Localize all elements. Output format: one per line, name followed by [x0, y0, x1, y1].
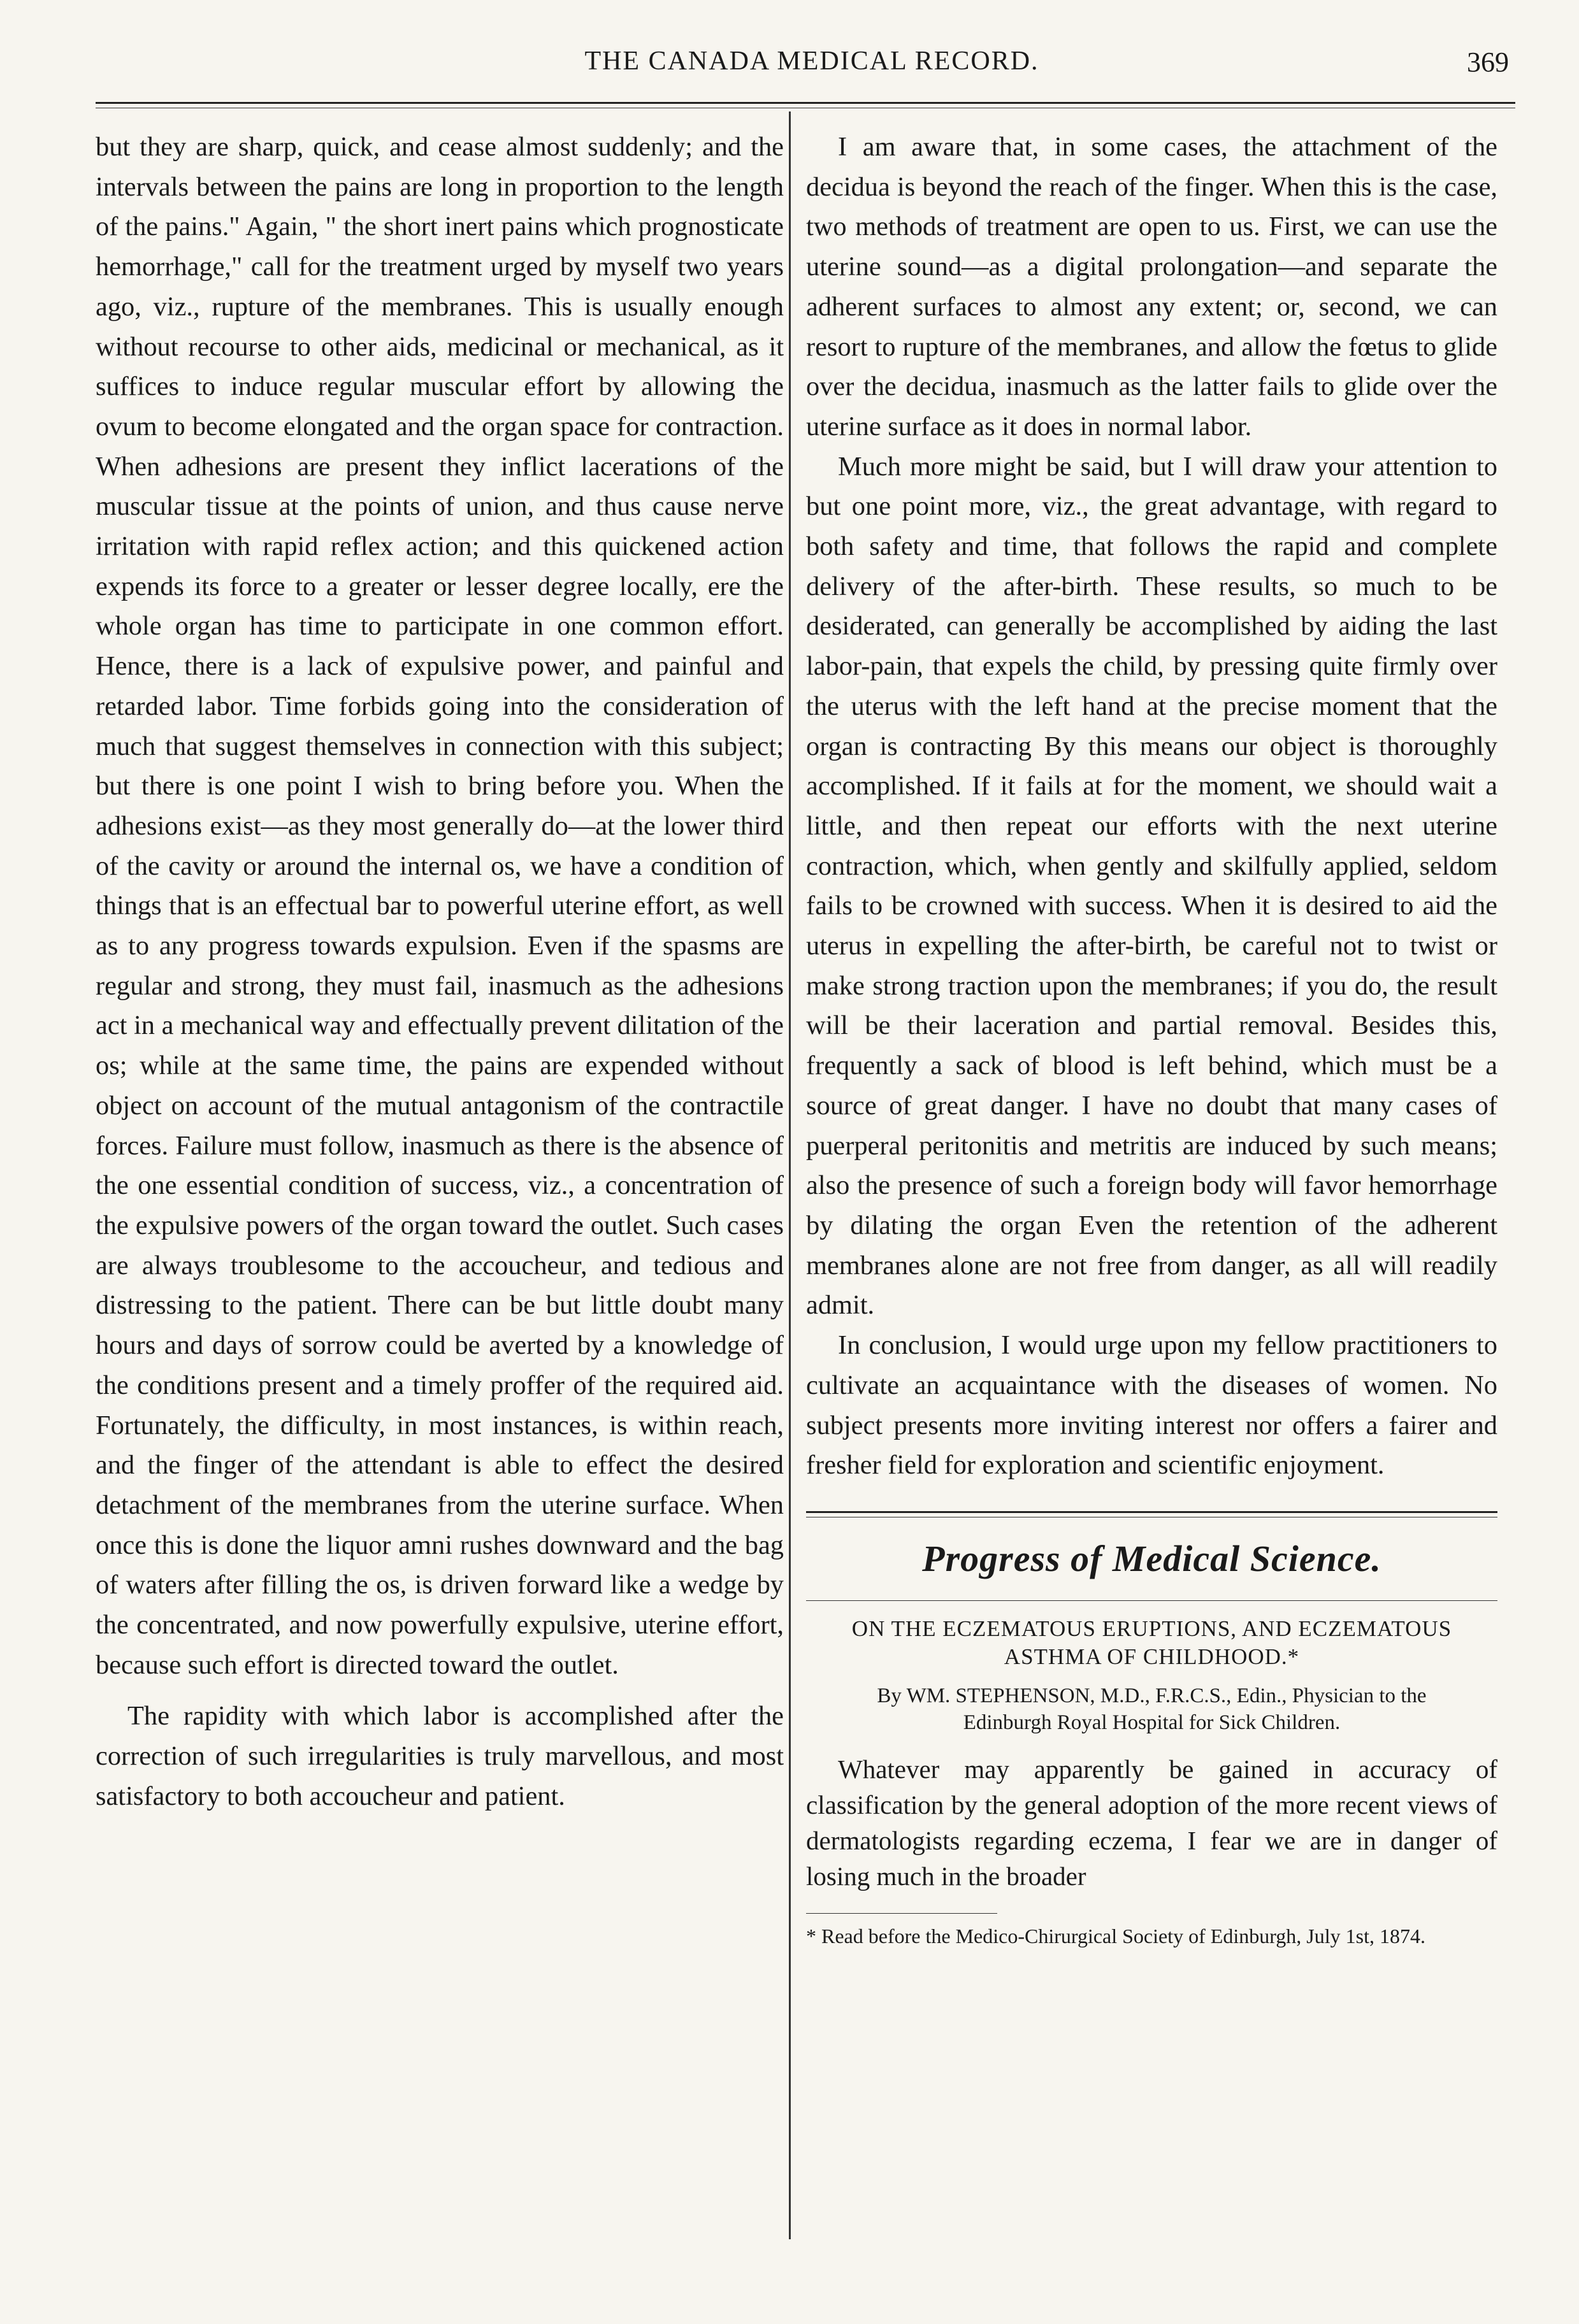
section-rule [806, 1511, 1497, 1513]
left-paragraph-2: The rapidity with which labor is accomplished after the correction of such irregularities is truly marvellous, and most satisfactory to both accoucheur and patient. [96, 1701, 784, 1811]
right-paragraph-1: I am aware that, in some cases, the attachment of the decidua is beyond the reach of the finger. When this is the case, two methods of treatment are open to us. First, we can use the uterine sound—as a digital prolongation—and separate the adherent surfaces to almost any extent; or, second, we can resort to rupture of the membranes, and allow the fœtus to glide over the decidua, inasmuch as the latter fails to glide over the uterine surface as it does in normal labor. [806, 132, 1497, 441]
footnote: * Read before the Medico-Chirurgical Society of Edinburgh, July 1st, 1874. [806, 1924, 1425, 1947]
running-head [96, 46, 1528, 90]
left-paragraph-1: but they are sharp, quick, and cease almost suddenly; and the intervals between the pains are long in proportion to the length of the pains." Again, " the short inert pains which prognosticate hemorrhage," call for the treatment urged by myself two years ago, viz., rupture of the membranes. This is usually enough without recourse to other aids, medicinal or mechanical, as it suffices to induce regular muscular effort by allowing the ovum to become elongated and the organ space for contraction. When adhesions are present they inflict lacerations of the muscular tissue at the points of union, and thus cause nerve irritation with rapid reflex action; and this quickened action expends its force to a greater or lesser degree locally, ere the whole organ has time to participate in one common effort. Hence, there is a lack of expulsive power, and painful and retarded labor. Time forbids going into the consideration of much that suggest themselves in connection with this subject; but there is one point I wish to bring before you. When the adhesions exist—as they most generally do—at the lower third of the cavity or around the internal os, we have a condition of things that is an effectual bar to powerful uterine effort, as well as to any progress towards expulsion. Even if the spasms are regular and strong, they must fail, inasmuch as the adhesions act in a mechanical way and effectually prevent dilitation of the os; while at the same time, the pains are expended without object on account of the mutual antagonism of the contractile forces. Failure must follow, inasmuch as there is the absence of the one essential condition of success, viz., a concentration of the expulsive powers of the organ toward the outlet. Such cases are always troublesome to the accoucheur, and tedious and distressing to the patient. There can be but little doubt many hours and days of sorrow could be averted by a knowledge of the conditions present and a timely proffer of the required aid. Fortunately, the difficulty, in most instances, is within reach, and the finger of the attendant is able to effect the desired detachment of the membranes from the uterine surface. When once this is done the liquor amni rushes downward and the bag of waters after filling the os, is driven forward like a wedge by the concentrated, and now powerfully expulsive, uterine effort, because such effort is directed toward the outlet. [96, 132, 784, 1680]
right-paragraph-2: Much more might be said, but I will draw your attention to but one point more, viz., the great advantage, with regard to both safety and time, that follows the rapid and complete delivery of the after-birth. These results, so much to be desiderated, can generally be accomplished by aiding the last labor-pain, that expels the child, by pressing quite firmly over the uterus with the left hand at the precise moment that the organ is contracting By this means our object is thoroughly accomplished. If it fails at for the moment, we should wait a little, and then repeat our efforts with the next uterine contraction, which, when gently and skilfully applied, seldom fails to be crowned with success. When it is desired to aid the uterus in expelling the after-birth, be careful not to twist or make strong traction upon the membranes; if you do, the result will be their laceration and partial removal. Besides this, frequently a sack of blood is left behind, which must be a source of great danger. I have no doubt that many cases of puerperal peritonitis and metritis are induced by such means; also the presence of such a foreign body will favor hemorrhage by dilating the organ Even the retention of the adherent membranes alone are not free from danger, as all will readily admit. [806, 451, 1497, 1321]
header-rule [96, 102, 1515, 108]
article-title: ON THE ECZEMATOUS ERUPTIONS, AND ECZEMATOUS ASTHMA OF CHILDHOOD.* [851, 1616, 1452, 1669]
article-byline [806, 1682, 1497, 1736]
column-divider [789, 111, 791, 2239]
right-paragraph-3: In conclusion, I would urge upon my fellow practitioners to cultivate an acquaintance with the diseases of women. No subject presents more inviting interest nor offers a fairer and fresher field for exploration and scientific enjoyment. [806, 1330, 1497, 1481]
article-rule [806, 1600, 1497, 1601]
byline-line-2: Edinburgh Royal Hospital for Sick Children. [963, 1711, 1341, 1734]
page-number: 369 [1467, 47, 1509, 78]
byline-line-1: By WM. STEPHENSON, M.D., F.R.C.S., Edin., Physician to the [877, 1684, 1427, 1707]
article-body: Whatever may apparently be gained in accuracy of classification by the general adoption of the more recent views of dermatologists regarding eczema, I fear we are in danger of losing much in the broader [806, 1754, 1497, 1891]
right-column [806, 127, 1497, 1949]
left-column [96, 127, 784, 1817]
footnote-rule [806, 1913, 997, 1914]
journal-title: THE CANADA MEDICAL RECORD. [584, 47, 1039, 76]
section-heading: Progress of Medical Science. [922, 1537, 1381, 1579]
